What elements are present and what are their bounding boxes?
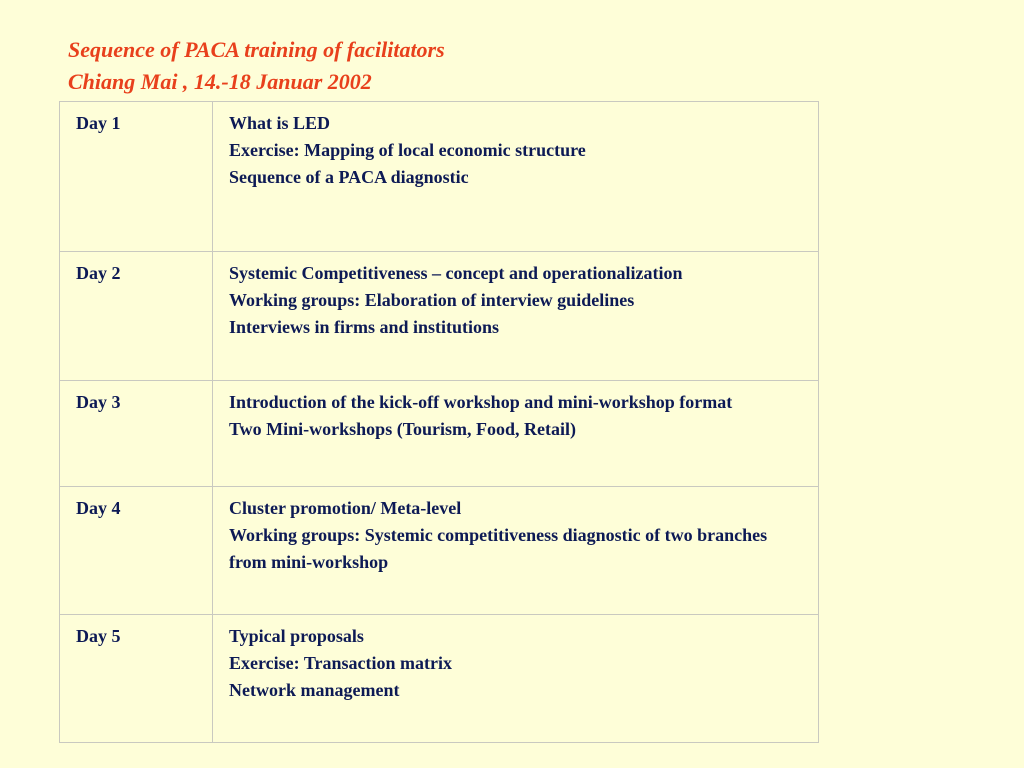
- activity-item: Introduction of the kick-off workshop and mini-workshop format: [229, 392, 733, 412]
- table-row: [60, 615, 819, 743]
- table-row: [60, 487, 819, 615]
- day-label: Day 2: [76, 263, 121, 283]
- activity-item: Exercise: Mapping of local economic structure: [229, 140, 586, 160]
- activity-item: Sequence of a PACA diagnostic: [229, 167, 469, 187]
- activity-item: Exercise: Transaction matrix: [229, 653, 452, 673]
- activity-item: Two Mini-workshops (Tourism, Food, Retail): [229, 419, 577, 439]
- table-row: [60, 381, 819, 487]
- title-line-2: Chiang Mai , 14.-18 Januar 2002: [68, 69, 372, 94]
- day-label: Day 4: [76, 498, 121, 518]
- activity-item: Working groups: Elaboration of interview guidelines: [229, 290, 635, 310]
- day-cell: [60, 102, 213, 252]
- day-label: Day 3: [76, 392, 121, 412]
- activities-cell: [213, 487, 819, 615]
- activities-cell: [213, 381, 819, 487]
- activities-cell: [213, 102, 819, 252]
- day-label: Day 5: [76, 626, 121, 646]
- day-cell: [60, 381, 213, 487]
- activities-cell: [213, 615, 819, 743]
- table-row: [60, 102, 819, 252]
- training-schedule-table: [59, 101, 819, 743]
- activity-item: What is LED: [229, 113, 331, 133]
- table-row: [60, 252, 819, 381]
- title-line-1: Sequence of PACA training of facilitators: [68, 37, 445, 62]
- activity-item: Working groups: Systemic competitiveness diagnostic of two branches from mini-workshop: [229, 525, 768, 572]
- day-cell: [60, 615, 213, 743]
- day-cell: [60, 252, 213, 381]
- activity-item: Typical proposals: [229, 626, 364, 646]
- activity-item: Cluster promotion/ Meta-level: [229, 498, 462, 518]
- activity-item: Systemic Competitiveness – concept and operationalization: [229, 263, 683, 283]
- activities-cell: [213, 252, 819, 381]
- day-cell: [60, 487, 213, 615]
- activity-item: Interviews in firms and institutions: [229, 317, 500, 337]
- slide-title: [68, 34, 445, 98]
- activity-item: Network management: [229, 680, 400, 700]
- day-label: Day 1: [76, 113, 121, 133]
